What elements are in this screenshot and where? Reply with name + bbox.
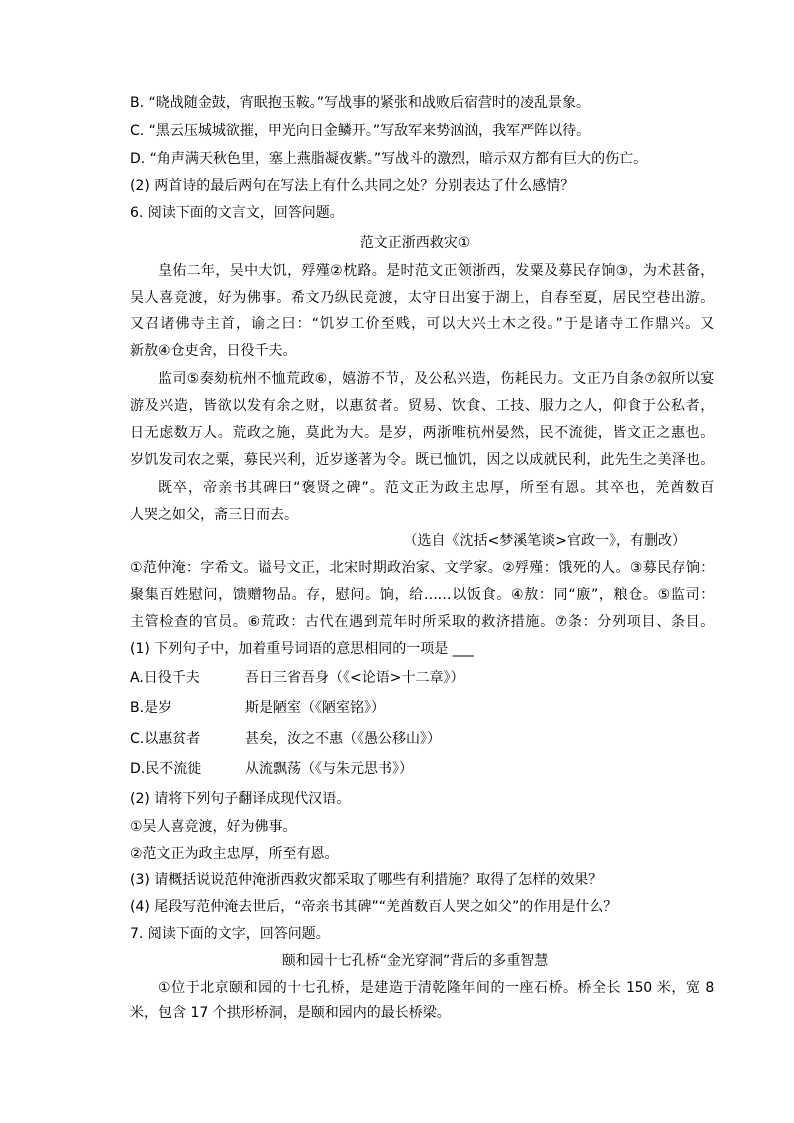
option-text: 吾日三省吾身（《<论语>十二章》） [245,670,465,686]
q6-para1-line: 又召诸佛寺主首，谕之曰：“饥岁工价至贱，可以大兴土木之役。”于是诸寺工作鼎兴。又 [130,316,714,332]
q5-subquestion-2: (2) 两首诗的最后两句在写法上有什么共同之处？分别表达了什么感情？ [130,178,575,194]
option-text: 从流飘荡（《与朱元思书》） [245,761,413,777]
q5-option-b: B. “晓战随金鼓，宵眠抱玉鞍。”写战事的紧张和战败后宿营时的凌乱景象。 [130,95,591,111]
q6-para1-line: 皇佑二年，吴中大饥，殍殣②枕路。是时范文正领浙西，发粟及募民存饷③，为术甚备， [158,263,714,279]
q6-translate-item: ②范文正为政主忠厚，所至有恩。 [130,846,339,862]
q6-translate-item: ①吴人喜竞渡，好为佛事。 [130,819,297,835]
q6-para1-line: 新敖④仓吏舍，日役千夫。 [130,343,297,359]
q6-subquestion-1: (1) 下列句子中，加着重号词语的意思相同的一项是 ___ [130,641,474,657]
q6-option-d [130,759,413,779]
q6-subquestion-3: (3) 请概括说说范仲淹浙西救灾都采取了哪些有利措施？取得了怎样的效果？ [130,872,603,888]
option-text: 斯是陋室（《陋室铭》） [245,700,385,716]
q5-option-c: C. “黑云压城城欲摧，甲光向日金鳞开。”写敌军来势汹汹，我军严阵以待。 [130,123,591,139]
q6-para2-line: 游及兴造，皆欲以发有余之财，以惠贫者。贸易、饮食、工技、服力之人，仰食于公私者， [130,398,714,414]
q6-para1-line: 吴人喜竞渡，好为佛事。希文乃纵民竞渡，太守日出宴于湖上，自春至夏，居民空巷出游。 [130,290,714,306]
q6-subquestion-2: (2) 请将下列句子翻译成现代汉语。 [130,791,351,807]
q6-source: （选自《沈括<梦溪笔谈>官政一》，有删改） [403,533,686,549]
q7-passage-title: 颐和园十七孔桥“金光穿洞”背后的多重智慧 [281,953,549,969]
q6-passage-title: 范文正浙西救灾① [359,235,471,251]
q6-note-line: 聚集百姓慰问，馈赠物品。存，慰问。饷，给……以饭食。④敖：同“廒”，粮仓。⑤监司： [130,587,714,603]
q5-option-d: D. “角声满天秋色里，塞上燕脂凝夜紫。”写战斗的激烈，暗示双方都有巨大的伤亡。 [130,151,648,167]
q7-para1-line: 米，包含 17 个拱形桥洞，是颐和园内的最长桥梁。 [130,1005,451,1021]
q6-prompt: 6. 阅读下面的文言文，回答问题。 [130,205,344,221]
q6-para3-line: 既卒，帝亲书其碑曰“褒贤之碑”。范文正为政主忠厚，所至有恩。其卒也，羌酋数百 [158,480,714,496]
q6-option-c [130,729,441,749]
q7-prompt: 7. 阅读下面的文字，回答问题。 [130,926,330,942]
q6-para2-line: 岁饥发司农之粟，募民兴利，近岁遂著为令。既已恤饥，因之以成就民利，此先生之美泽也。 [130,452,714,468]
q6-para2-line: 监司⑤奏劾杭州不恤荒政⑥，嬉游不节，及公私兴造，伤耗民力。文正乃自条⑦叙所以宴 [158,371,714,387]
q7-para1-line: ①位于北京颐和园的十七孔桥，是建造于清乾隆年间的一座石桥。桥全长 150 米，宽 8 [158,980,714,996]
q6-option-a [130,668,465,688]
option-label: B.是岁 [130,700,173,716]
q6-note-line: ①范仲淹：字希文。谥号文正，北宋时期政治家、文学家。②殍殣：饿死的人。③募民存饷： [130,560,714,576]
q6-option-b [130,698,385,718]
option-label: A.日役千夫 [130,670,200,686]
option-label: C.以惠贫者 [130,731,201,747]
option-text: 甚矣，汝之不惠（《愚公移山》） [245,731,441,747]
option-label: D.民不流徙 [130,761,202,777]
q6-subquestion-4: (4) 尾段写范仲淹去世后，“帝亲书其碑”“羌酋数百人哭之如父”的作用是什么？ [130,899,618,915]
q6-note-line: 主管检查的官员。⑥荒政：古代在遇到荒年时所采取的救济措施。⑦条：分列项目、条目。 [130,614,714,630]
q6-para3-line: 人哭之如父，斋三日而去。 [130,507,298,523]
q6-para2-line: 日无虑数万人。荒政之施，莫此为大。是岁，两浙唯杭州晏然，民不流徙，皆文正之惠也。 [130,425,714,441]
